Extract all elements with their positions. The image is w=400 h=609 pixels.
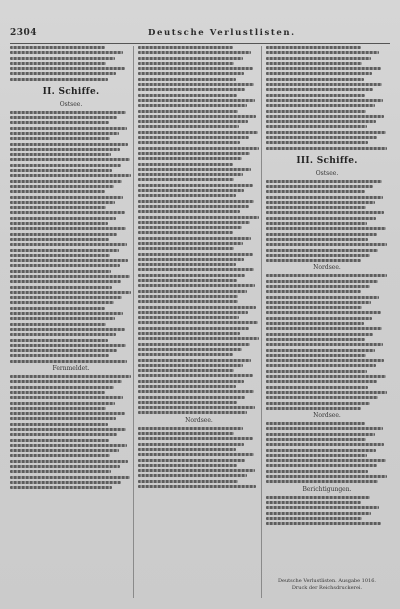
text-line (10, 222, 108, 225)
text-line (266, 131, 386, 134)
text-line (138, 57, 243, 60)
text-line (138, 332, 240, 335)
text-line (266, 422, 365, 425)
text-line (266, 88, 373, 91)
text-line (10, 275, 130, 278)
text-line (266, 375, 386, 378)
text-line (10, 148, 120, 151)
text-line (266, 227, 386, 230)
text-line (10, 78, 108, 81)
text-line (10, 402, 115, 405)
text-line (266, 180, 382, 183)
text-line (10, 249, 119, 252)
text-line (266, 51, 379, 54)
text-line (266, 280, 378, 283)
text-line (10, 465, 120, 468)
footer-line: Deutsche Verlustlisten. Ausgabe 1016. (277, 578, 376, 584)
text-line (138, 337, 259, 340)
text-line (266, 206, 366, 209)
text-line (10, 396, 123, 399)
text-line (266, 443, 384, 446)
text-line (138, 205, 249, 208)
text-line (10, 291, 131, 294)
text-line (138, 141, 240, 144)
text-line (266, 449, 376, 452)
text-line (266, 349, 375, 352)
subsection-heading: Berichtigungen. (302, 485, 352, 493)
text-line (10, 339, 108, 342)
text-line (266, 147, 387, 150)
text-line (266, 125, 367, 128)
text-line (266, 517, 362, 520)
column-divider (133, 46, 134, 598)
text-line (266, 104, 375, 107)
text-line (138, 237, 251, 240)
text-line (10, 259, 128, 262)
text-line (266, 115, 384, 118)
text-line (138, 83, 254, 86)
text-line (138, 221, 250, 224)
text-line (138, 316, 239, 319)
text-line (138, 178, 234, 181)
text-line (138, 210, 240, 213)
text-line (10, 380, 122, 383)
text-line (266, 322, 364, 325)
text-line (266, 459, 386, 462)
text-line (10, 481, 121, 484)
subsection-heading: Fernmeldet. (52, 365, 90, 373)
text-line (138, 290, 247, 293)
text-line (138, 464, 237, 467)
text-line (138, 131, 258, 134)
text-line (266, 57, 371, 60)
subsection-heading: Nordsee. (313, 264, 341, 272)
text-line (138, 485, 256, 488)
text-line (138, 459, 245, 462)
text-line (10, 264, 120, 267)
section-heading: II. Schiffe. (42, 86, 100, 97)
text-line (138, 200, 254, 203)
text-line (10, 67, 125, 70)
text-line (266, 433, 375, 436)
text-line (10, 190, 105, 193)
text-line (266, 259, 361, 262)
text-line (10, 360, 127, 363)
text-line (138, 163, 233, 166)
text-line (266, 72, 372, 75)
text-line (10, 206, 106, 209)
text-line (10, 323, 106, 326)
text-line (266, 396, 378, 399)
text-line (266, 141, 368, 144)
text-line (266, 301, 371, 304)
text-line (138, 157, 242, 160)
text-line (138, 258, 244, 261)
text-line (138, 242, 243, 245)
text-line (10, 280, 121, 283)
text-line (10, 417, 116, 420)
text-line (266, 470, 368, 473)
text-line (10, 196, 123, 199)
text-line (10, 454, 110, 457)
text-line (138, 396, 245, 399)
text-line (138, 263, 236, 266)
text-line (138, 374, 253, 377)
text-line (266, 354, 366, 357)
text-line (138, 453, 254, 456)
text-line (10, 201, 115, 204)
text-line (138, 306, 256, 309)
text-line (10, 349, 117, 352)
text-line (10, 386, 114, 389)
text-line (138, 88, 245, 91)
text-line (10, 344, 126, 347)
text-line (138, 194, 236, 197)
text-line (138, 406, 255, 409)
text-line (266, 190, 365, 193)
text-line (138, 184, 253, 187)
text-line (138, 51, 251, 54)
text-line (266, 120, 376, 123)
text-line (10, 211, 125, 214)
text-line (138, 437, 253, 440)
text-line (266, 496, 370, 499)
text-line (10, 428, 126, 431)
text-line (10, 121, 109, 124)
text-line (10, 185, 114, 188)
text-line (138, 99, 255, 102)
text-line (266, 99, 383, 102)
text-line (138, 94, 237, 97)
text-line (266, 333, 373, 336)
text-line (266, 327, 382, 330)
text-line (138, 120, 248, 123)
text-line (266, 380, 377, 383)
text-line (138, 78, 236, 81)
subsection-heading: Ostsee. (59, 100, 83, 108)
text-line (138, 443, 244, 446)
text-line (266, 296, 379, 299)
text-line (138, 152, 250, 155)
text-line (138, 369, 234, 372)
text-line (138, 268, 254, 271)
page-number: 2304 (10, 28, 38, 38)
page-footer (266, 578, 388, 592)
text-line (10, 116, 117, 119)
text-line (138, 284, 255, 287)
text-line (10, 243, 127, 246)
text-line (138, 226, 242, 229)
text-line (10, 180, 122, 183)
text-line (10, 307, 105, 310)
footer-line: Druck der Reichsdruckerei. (291, 585, 363, 591)
text-line (266, 46, 361, 49)
text-line (10, 317, 115, 320)
text-line (266, 136, 377, 139)
text-line (10, 72, 116, 75)
text-line (138, 231, 233, 234)
text-line (266, 185, 373, 188)
text-line (138, 385, 236, 388)
text-line (266, 370, 367, 373)
text-column-1 (10, 46, 132, 598)
text-line (266, 391, 387, 394)
text-line (266, 254, 370, 257)
text-line (266, 290, 361, 293)
column-divider (261, 46, 262, 598)
text-line (266, 454, 367, 457)
text-line (10, 270, 111, 273)
text-line (266, 211, 384, 214)
text-line (138, 104, 247, 107)
text-line (10, 375, 131, 378)
text-line (138, 359, 251, 362)
text-line (10, 57, 115, 60)
text-line (10, 127, 127, 130)
text-line (10, 46, 105, 49)
text-line (266, 438, 366, 441)
text-line (266, 274, 387, 277)
text-line (138, 46, 233, 49)
text-line (10, 486, 112, 489)
text-line (266, 343, 383, 346)
text-line (10, 227, 126, 230)
text-line (266, 359, 384, 362)
text-line (10, 460, 128, 463)
text-line (10, 301, 114, 304)
text-line (138, 480, 238, 483)
text-line (10, 449, 119, 452)
text-line (266, 83, 382, 86)
text-line (138, 147, 259, 150)
text-line (10, 153, 111, 156)
text-line (10, 158, 130, 161)
text-line (266, 222, 367, 225)
text-line (138, 321, 258, 324)
text-line (10, 444, 127, 447)
text-line (266, 238, 368, 241)
text-line (138, 247, 234, 250)
running-title: Deutsche Verlustlisten. (148, 28, 296, 38)
text-line (10, 254, 110, 257)
text-line (138, 253, 253, 256)
subsection-heading: Ostsee. (315, 169, 339, 177)
text-line (138, 173, 243, 176)
text-line (10, 132, 119, 135)
text-line (138, 469, 255, 472)
text-column-2 (138, 46, 260, 598)
text-line (138, 432, 234, 435)
text-line (266, 317, 372, 320)
text-line (138, 279, 237, 282)
text-line (10, 412, 125, 415)
text-line (266, 311, 381, 314)
text-line (138, 364, 243, 367)
text-line (266, 512, 371, 515)
text-line (10, 333, 116, 336)
text-line (266, 386, 368, 389)
text-line (266, 427, 383, 430)
text-line (266, 506, 379, 509)
text-line (138, 348, 242, 351)
text-line (138, 110, 238, 113)
text-line (138, 427, 243, 430)
text-line (138, 67, 253, 70)
text-line (266, 285, 370, 288)
text-line (10, 174, 131, 177)
text-line (138, 295, 238, 298)
subsection-heading: Nordsee. (313, 412, 341, 420)
text-line (266, 407, 361, 410)
page-header (0, 28, 400, 42)
text-line (266, 233, 377, 236)
header-rule (10, 43, 390, 44)
text-line (138, 448, 236, 451)
text-line (10, 312, 123, 315)
text-line (10, 296, 122, 299)
text-line (266, 110, 366, 113)
text-line (266, 464, 377, 467)
text-line (266, 249, 378, 252)
text-line (138, 343, 250, 346)
section-heading: III. Schiffe. (296, 155, 358, 166)
text-line (138, 401, 237, 404)
text-line (10, 470, 111, 473)
text-line (10, 407, 106, 410)
text-line (10, 233, 117, 236)
text-line (10, 111, 126, 114)
text-line (138, 353, 233, 356)
text-line (266, 480, 378, 483)
text-line (138, 327, 249, 330)
text-line (266, 522, 381, 525)
text-line (10, 137, 110, 140)
text-line (138, 274, 245, 277)
text-line (138, 125, 239, 128)
text-line (10, 169, 112, 172)
text-line (266, 94, 365, 97)
text-line (10, 217, 116, 220)
text-line (10, 328, 125, 331)
text-line (10, 391, 105, 394)
text-column-3 (266, 46, 388, 598)
text-line (266, 243, 387, 246)
text-line (266, 62, 362, 65)
text-line (10, 476, 130, 479)
text-line (10, 51, 123, 54)
text-line (138, 62, 234, 65)
text-line (10, 238, 109, 241)
text-line (10, 433, 117, 436)
text-line (138, 380, 244, 383)
text-line (138, 216, 259, 219)
text-line (10, 423, 108, 426)
text-line (138, 474, 247, 477)
text-line (266, 67, 381, 70)
text-line (266, 217, 376, 220)
text-line (266, 475, 387, 478)
text-line (138, 136, 249, 139)
subsection-heading: Nordsee. (185, 416, 213, 424)
text-line (10, 143, 128, 146)
text-line (266, 402, 370, 405)
text-line (266, 201, 375, 204)
text-line (266, 364, 376, 367)
text-line (138, 168, 251, 171)
text-line (266, 196, 383, 199)
text-line (10, 354, 109, 357)
text-line (10, 439, 109, 442)
text-line (266, 338, 365, 341)
text-line (138, 115, 256, 118)
text-line (266, 501, 361, 504)
text-line (138, 189, 244, 192)
text-line (138, 411, 247, 414)
text-line (10, 62, 106, 65)
text-line (266, 78, 364, 81)
text-line (138, 72, 244, 75)
text-line (10, 164, 121, 167)
text-line (138, 390, 254, 393)
text-line (10, 286, 112, 289)
text-line (266, 306, 362, 309)
text-line (138, 300, 238, 303)
text-line (138, 311, 248, 314)
